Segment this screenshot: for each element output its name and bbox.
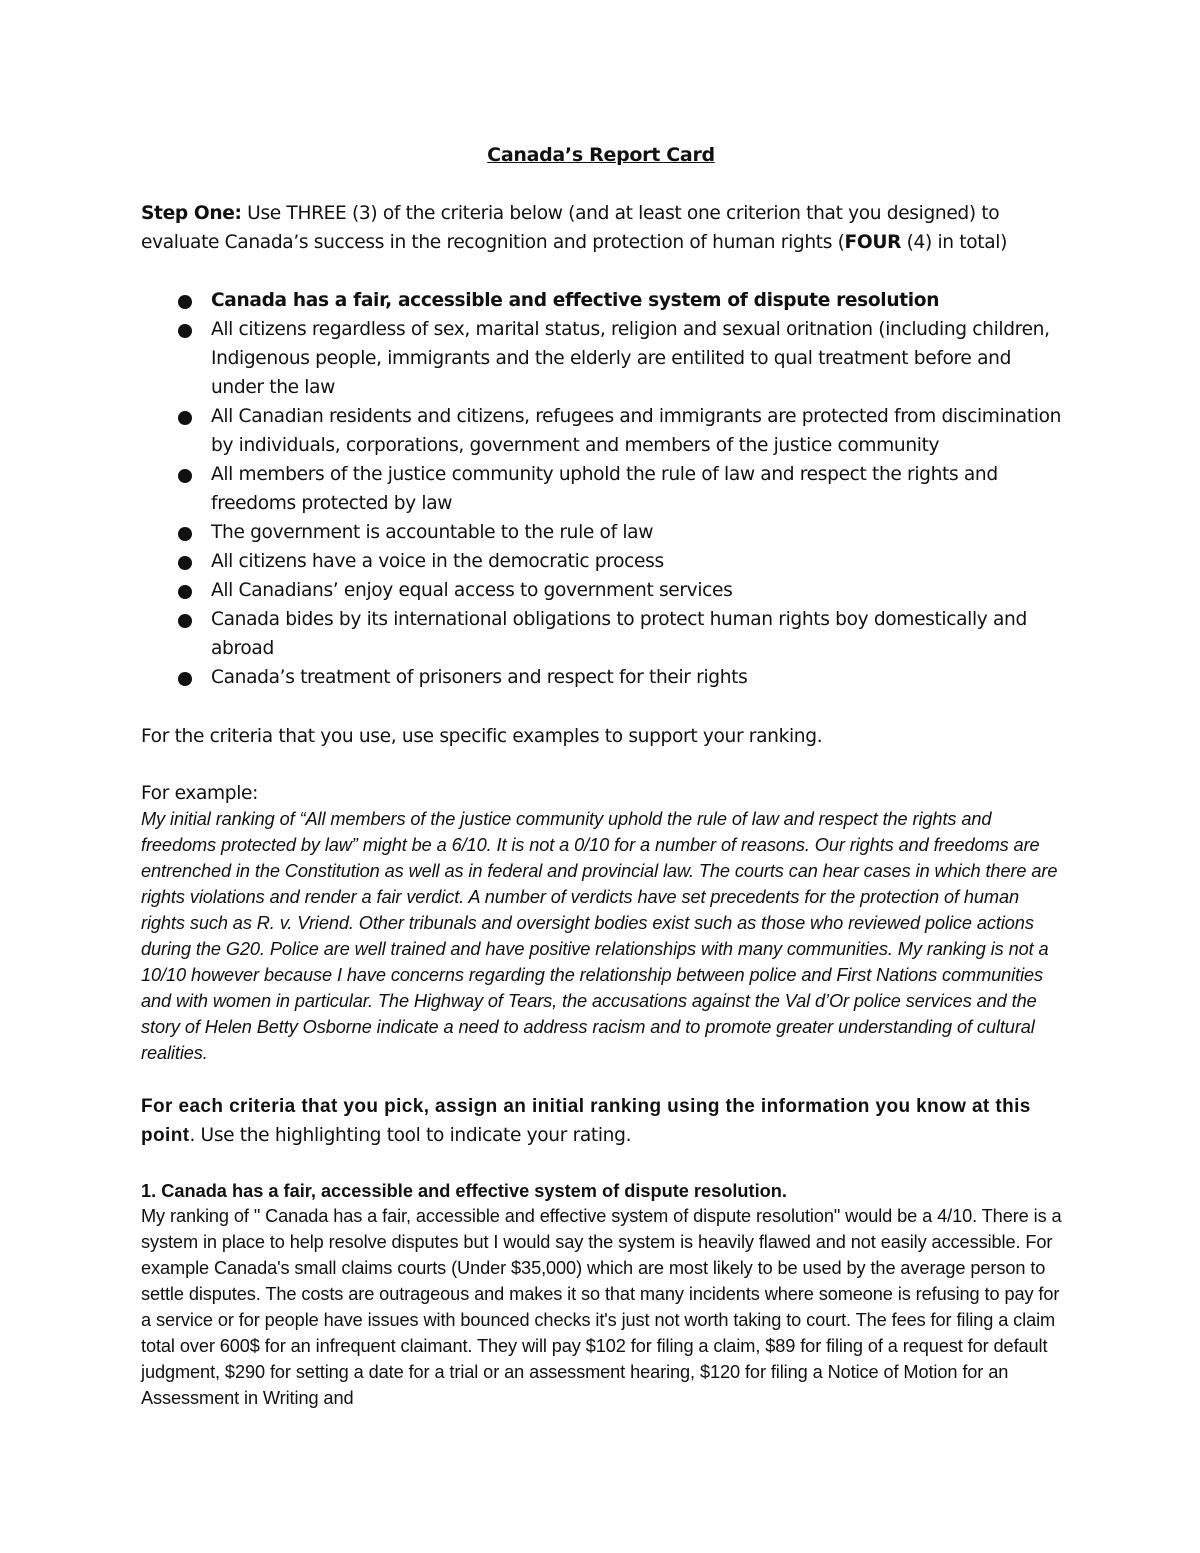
criterion-1-response: My ranking of " Canada has a fair, accessible and effective system of dispute resolution" would be a 4/10. There is a system in place to help resolve disputes but I would say the system is heavily flawed and not easily accessible. For example Canada's small claims courts (Under $35,000) which are most likely to be used by the average person to settle disputes. The costs are outrageous and makes it so that many incidents where someone is refusing to pay for a service or for people have issues with bounced checks it's just not worth taking to court. The fees for filing a claim total over 600$ for an infrequent claimant. They will pay $102 for filing a claim, $89 for filing of a request for default judgment, $290 for setting a date for a trial or an assessment hearing, $120 for filing a Notice of Motion for an Assessment in Writing and — [141, 1206, 1062, 1408]
criteria-item: All citizens have a voice in the democratic process — [141, 547, 1066, 576]
bullet-icon — [178, 295, 192, 309]
bullet-icon — [178, 469, 192, 483]
criteria-item: Canada’s treatment of prisoners and respect for their rights — [141, 663, 1066, 692]
bullet-icon — [178, 672, 192, 686]
bullet-icon — [178, 411, 192, 425]
criteria-item: Canada has a fair, accessible and effective system of dispute resolution — [141, 286, 1066, 315]
criteria-item: Canada bides by its international obligations to protect human rights boy domestically and abroad — [141, 605, 1066, 663]
criteria-list — [141, 286, 1066, 692]
bullet-icon — [178, 324, 192, 338]
ranking-instruction — [141, 1092, 1066, 1150]
criterion-1-heading: 1. Canada has a fair, accessible and effective system of dispute resolution. — [141, 1181, 787, 1201]
step-one-text-part1: Use THREE (3) of the criteria below (and at least one criterion that you designed) to evaluate Canada’s success in the recognition and protection of human rights ( — [141, 203, 1000, 253]
criteria-item: All members of the justice community uphold the rule of law and respect the rights and freedoms protected by law — [141, 460, 1066, 518]
bullet-icon — [178, 614, 192, 628]
step-one-label: Step One: — [141, 203, 242, 224]
ranking-instruction-rest: . Use the highlighting tool to indicate your rating. — [189, 1125, 632, 1146]
ranking-instruction-bold: For each criteria that you pick, assign an initial ranking using the information you know at this point — [141, 1096, 1031, 1146]
criteria-item: All citizens regardless of sex, marital status, religion and sexual oritnation (including children, Indigenous people, immigrants and the elderly are entilited to qual treatment before and under the law — [141, 315, 1066, 402]
step-one-four-bold: FOUR — [844, 232, 902, 253]
criteria-item: All Canadians’ enjoy equal access to government services — [141, 576, 1066, 605]
criteria-item: The government is accountable to the rule of law — [141, 518, 1066, 547]
step-one-text-part2: (4) in total) — [901, 232, 1007, 253]
bullet-icon — [178, 556, 192, 570]
example-label: For example: — [141, 783, 259, 804]
page-title: Canada’s Report Card — [487, 144, 715, 166]
bullet-icon — [178, 585, 192, 599]
bullet-icon — [178, 527, 192, 541]
step-one-instructions — [141, 199, 1066, 257]
criteria-item: All Canadian residents and citizens, refugees and immigrants are protected from discimination by individuals, corporations, government and members of the justice community — [141, 402, 1066, 460]
example-paragraph: My initial ranking of “All members of the justice community uphold the rule of law and respect the rights and freedoms protected by law” might be a 6/10. It is not a 0/10 for a number of reasons. Our rights and freedoms are entrenched in the Constitution as well as in federal and provincial law. The courts can hear cases in which there are rights violations and render a fair verdict. A number of verdicts have set precedents for the protection of human rights such as R. v. Vriend. Other tribunals and oversight bodies exist such as those who reviewed police actions during the G20. Police are well trained and have positive relationships with many communities. My ranking is not a 10/10 however because I have concerns regarding the relationship between police and First Nations communities and with women in particular. The Highway of Tears, the accusations against the Val d’Or police services and the story of Helen Betty Osborne indicate a need to address racism and to promote greater understanding of cultural realities. — [141, 809, 1058, 1063]
criteria-instruction: For the criteria that you use, use specific examples to support your ranking. — [141, 726, 823, 747]
